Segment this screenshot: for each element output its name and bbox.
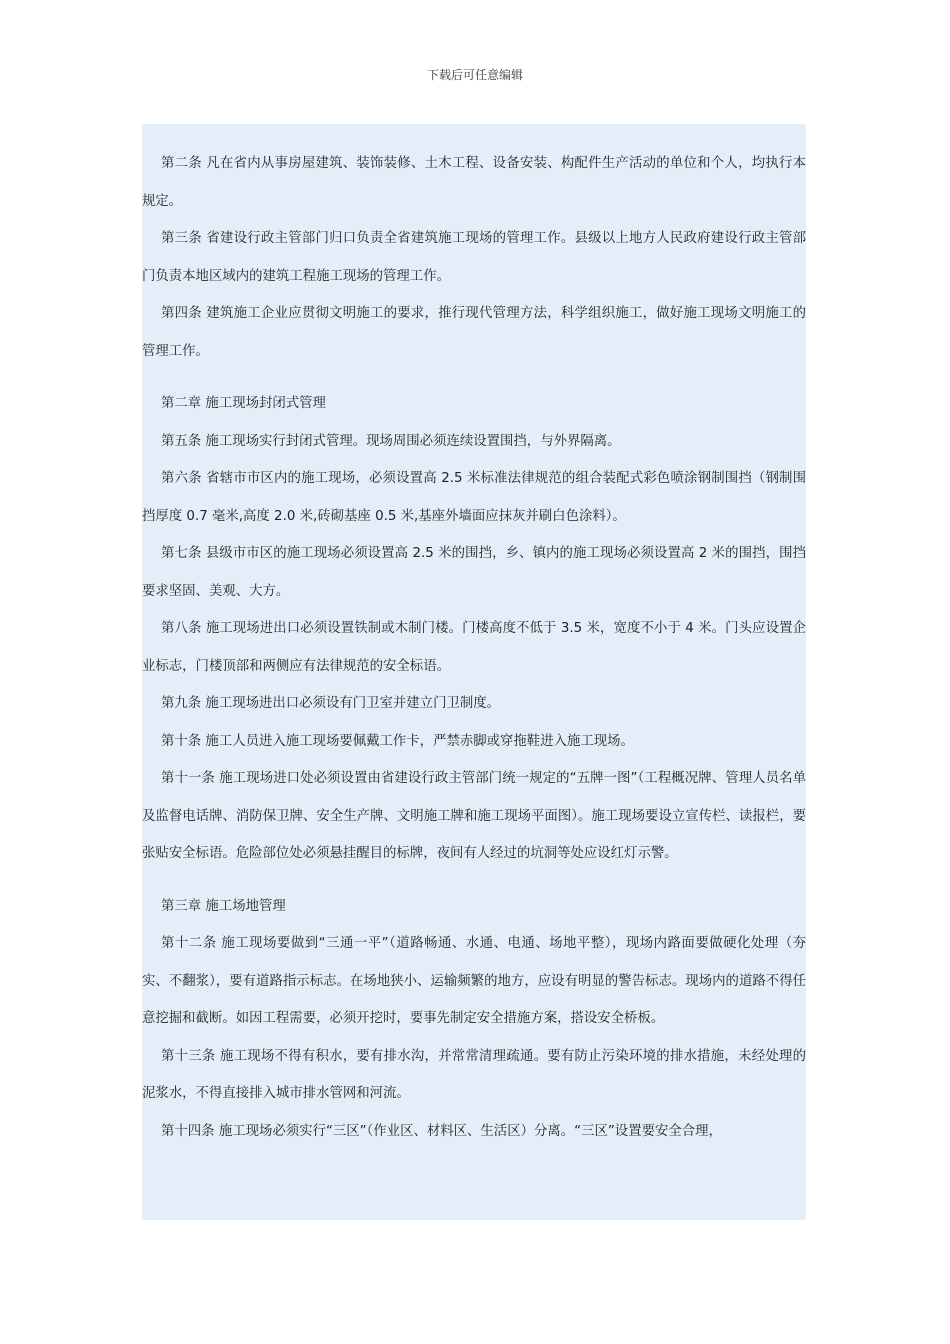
- document-body: [142, 124, 806, 1220]
- article-8: 第八条 施工现场进出口必须设置铁制或木制门楼。门楼高度不低于 3.5 米，宽度不小于 4 米。门头应设置企业标志，门楼顶部和两侧应有法律规范的安全标语。: [142, 621, 806, 674]
- chapter-2-heading: 第二章 施工现场封闭式管理: [161, 396, 326, 411]
- article-9: 第九条 施工现场进出口必须设有门卫室并建立门卫制度。: [161, 696, 501, 711]
- article-5: 第五条 施工现场实行封闭式管理。现场周围必须连续设置围挡，与外界隔离。: [161, 433, 621, 449]
- article-6: 第六条 省辖市市区内的施工现场，必须设置高 2.5 米标准法律规范的组合装配式彩色喷涂钢制围挡（钢制围挡厚度 0.7 毫米,高度 2.0 米,砖砌基座 0.5 米,基座外墙面应抹灰并刷白色涂料）。: [142, 471, 806, 524]
- article-12: 第十二条 施工现场要做到“三通一平”（道路畅通、水通、电通、场地平整），现场内路面要做硬化处理（夯实、不翻浆），要有道路指示标志。在场地狭小、运输频繁的地方，应设有明显的警告标志。现场内的道路不得任意挖掘和截断。如因工程需要，必须开挖时，要事先制定安全措施方案，搭设安全桥板。: [142, 936, 806, 1026]
- page-header: 下载后可任意编辑: [426, 68, 523, 82]
- article-11: 第十一条 施工现场进口处必须设置由省建设行政主管部门统一规定的“五牌一图”（工程概况牌、管理人员名单及监督电话牌、消防保卫牌、安全生产牌、文明施工牌和施工现场平面图）。施工现场要设立宣传栏、读报栏，要张贴安全标语。危险部位处必须悬挂醒目的标牌，夜间有人经过的坑洞等处应设红灯示警。: [142, 771, 806, 861]
- article-3: 第三条 省建设行政主管部门归口负责全省建筑施工现场的管理工作。县级以上地方人民政府建设行政主管部门负责本地区域内的建筑工程施工现场的管理工作。: [142, 231, 806, 284]
- chapter-3-heading: 第三章 施工场地管理: [161, 898, 286, 914]
- article-14: 第十四条 施工现场必须实行“三区”（作业区、材料区、生活区）分离。“三区”设置要安全合理，: [161, 1123, 722, 1139]
- article-2: 第二条 凡在省内从事房屋建筑、装饰装修、土木工程、设备安装、构配件生产活动的单位和个人，均执行本规定。: [142, 156, 806, 209]
- article-13: 第十三条 施工现场不得有积水，要有排水沟，并常常清理疏通。要有防止污染环境的排水措施，未经处理的泥浆水，不得直接排入城市排水管网和河流。: [142, 1048, 806, 1101]
- article-7: 第七条 县级市市区的施工现场必须设置高 2.5 米的围挡，乡、镇内的施工现场必须设置高 2 米的围挡，围挡要求坚固、美观、大方。: [142, 546, 806, 599]
- article-10: 第十条 施工人员进入施工现场要佩戴工作卡，严禁赤脚或穿拖鞋进入施工现场。: [161, 733, 634, 749]
- article-4: 第四条 建筑施工企业应贯彻文明施工的要求，推行现代管理方法，科学组织施工，做好施工现场文明施工的管理工作。: [142, 306, 806, 359]
